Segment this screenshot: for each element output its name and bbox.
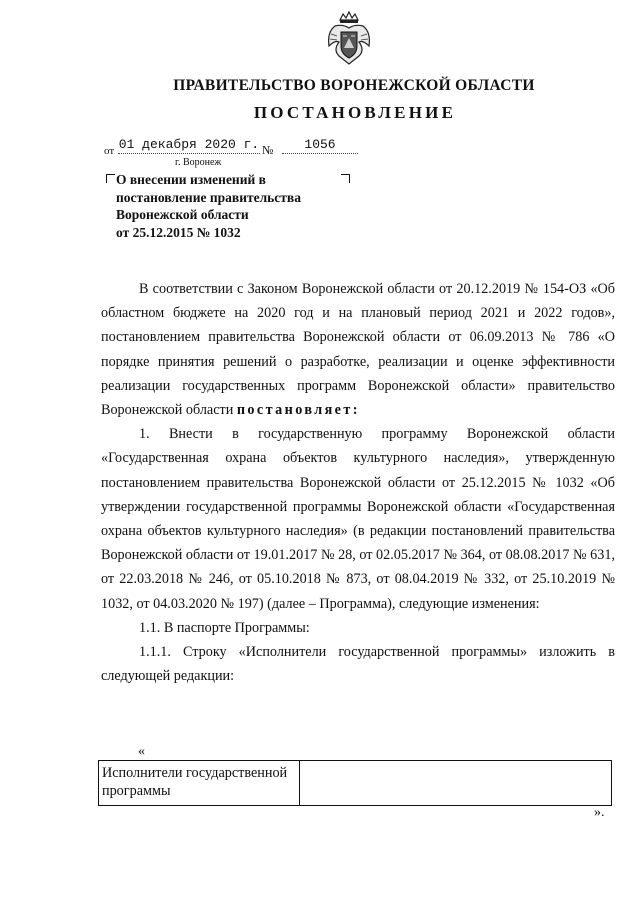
city-label: г. Воронеж bbox=[175, 157, 222, 168]
resolves-emphasis: постановляет: bbox=[236, 402, 360, 419]
subject-corner-mark-left bbox=[106, 174, 115, 183]
item-1-1-paragraph: 1.1. В паспорте Программы: bbox=[139, 619, 310, 636]
table-cell-value bbox=[300, 761, 612, 806]
subject-corner-mark-right bbox=[341, 174, 350, 183]
document-type-title: ПОСТАНОВЛЕНИЕ bbox=[253, 103, 457, 122]
document-date: 01 декабря 2020 г. bbox=[118, 137, 260, 152]
preamble-text: В соответствии с Законом Воронежской области от 20.12.2019 № 154-ОЗ «Об областном бюджете на 2020 год и на плановый период 2021 и 2022 годов», постановлением правительства Воронежской области от 06.09.2013 № 786 «О порядке принятия решений о разработке, реализации и оценке эффективности реализации государственных программ Воронежской области» правительство Воронежской области bbox=[101, 281, 615, 419]
date-number-row bbox=[104, 137, 364, 159]
subject-line: от 25.12.2015 № 1032 bbox=[116, 224, 241, 240]
executors-table bbox=[98, 760, 612, 806]
subject-line: постановление правительства bbox=[116, 189, 301, 205]
preamble-paragraph bbox=[101, 277, 615, 422]
table-row bbox=[99, 761, 612, 806]
subject-line: Воронежской области bbox=[116, 207, 249, 222]
coat-of-arms-icon bbox=[325, 10, 373, 68]
document-number: 1056 bbox=[282, 137, 358, 154]
government-title: ПРАВИТЕЛЬСТВО ВОРОНЕЖСКОЙ ОБЛАСТИ bbox=[173, 77, 535, 94]
item-1-paragraph: 1. Внести в государственную программу Воронежской области «Государственная охрана объектов культурного наследия», утвержденную постановлением правительства Воронежской области от 25.12.2015 № 1032 «Об утверждении государственной программы Воронежской области «Государственная охрана объектов культурного наследия» (в редакции постановлений правительства Воронежской области от 19.01.2017 № 28, от 02.05.2017 № 364, от 08.08.2017 № 631, от 22.03.2018 № 246, от 05.10.2018 № 873, от 08.04.2019 № 332, от 25.10.2019 № 1032, от 04.03.2020 № 197) (далее – Программа), следующие изменения: bbox=[101, 426, 615, 612]
opening-quote: « bbox=[138, 744, 145, 759]
item-1-1-1-paragraph: 1.1.1. Строку «Исполнители государственной программы» изложить в следующей редакции: bbox=[101, 644, 615, 685]
subject-line: О внесении изменений в bbox=[116, 172, 266, 187]
number-sign-label: № bbox=[262, 143, 274, 157]
document-subject bbox=[116, 171, 336, 241]
document-body bbox=[101, 277, 615, 688]
closing-quote: ». bbox=[594, 805, 605, 820]
table-cell-label: Исполнители государственной программы bbox=[99, 761, 300, 806]
date-prefix-label: от bbox=[104, 145, 115, 157]
